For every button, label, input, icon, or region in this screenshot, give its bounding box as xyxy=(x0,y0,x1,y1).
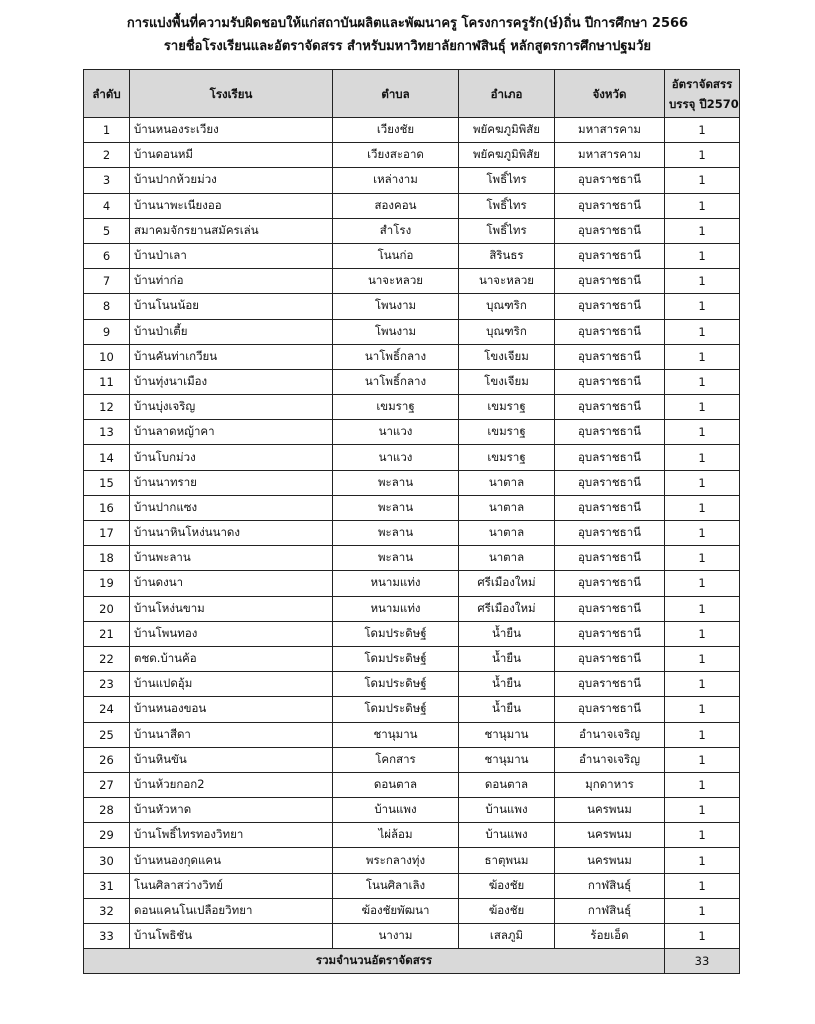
table-row xyxy=(84,495,740,520)
cell-province: อุบลราชธานี xyxy=(555,495,665,520)
table-row xyxy=(84,420,740,445)
cell-subdistrict: พระกลางทุ่ง xyxy=(333,848,459,873)
cell-province: อุบลราชธานี xyxy=(555,168,665,193)
header-subdistrict: ตำบล xyxy=(333,70,459,118)
cell-district: นาจะหลวย xyxy=(459,269,555,294)
cell-school: บ้านโพธิ์ไทรทองวิทยา xyxy=(130,823,333,848)
header-province: จังหวัด xyxy=(555,70,665,118)
cell-subdistrict: ไผ่ล้อม xyxy=(333,823,459,848)
cell-district: นาตาล xyxy=(459,546,555,571)
cell-province: นครพนม xyxy=(555,823,665,848)
cell-district: นาตาล xyxy=(459,470,555,495)
cell-school: บ้านโพธิชัน xyxy=(130,924,333,949)
cell-district: นาตาล xyxy=(459,495,555,520)
total-row xyxy=(84,949,740,974)
cell-quota: 1 xyxy=(665,596,740,621)
cell-school: บ้านห้วยกอก2 xyxy=(130,772,333,797)
cell-province: อุบลราชธานี xyxy=(555,596,665,621)
cell-province: มหาสารคาม xyxy=(555,118,665,143)
cell-province: กาฬสินธุ์ xyxy=(555,898,665,923)
cell-school: สมาคมจักรยานสมัครเล่น xyxy=(130,218,333,243)
cell-school: บ้านดอนหมี xyxy=(130,143,333,168)
cell-district: โพธิ์ไทร xyxy=(459,193,555,218)
cell-school: บ้านดงนา xyxy=(130,571,333,596)
cell-province: อุบลราชธานี xyxy=(555,521,665,546)
table-row xyxy=(84,269,740,294)
cell-province: อุบลราชธานี xyxy=(555,470,665,495)
cell-district: น้ำยืน xyxy=(459,646,555,671)
cell-no: 9 xyxy=(84,319,130,344)
cell-no: 21 xyxy=(84,621,130,646)
table-row xyxy=(84,344,740,369)
cell-school: บ้านนาทราย xyxy=(130,470,333,495)
cell-quota: 1 xyxy=(665,243,740,268)
cell-no: 17 xyxy=(84,521,130,546)
cell-subdistrict: พะลาน xyxy=(333,470,459,495)
cell-province: นครพนม xyxy=(555,798,665,823)
table-row xyxy=(84,873,740,898)
cell-district: โขงเจียม xyxy=(459,369,555,394)
cell-subdistrict: พะลาน xyxy=(333,521,459,546)
cell-quota: 1 xyxy=(665,319,740,344)
cell-no: 19 xyxy=(84,571,130,596)
cell-no: 27 xyxy=(84,772,130,797)
cell-subdistrict: เวียงชัย xyxy=(333,118,459,143)
cell-province: ร้อยเอ็ด xyxy=(555,924,665,949)
cell-quota: 1 xyxy=(665,445,740,470)
table-row xyxy=(84,168,740,193)
cell-subdistrict: นาจะหลวย xyxy=(333,269,459,294)
header-quota-line1: อัตราจัดสรร xyxy=(671,76,733,91)
cell-school: บ้านหัวหาด xyxy=(130,798,333,823)
document-title: การแบ่งพื้นที่ความรับผิดชอบให้แก่สถาบันผลิตและพัฒนาครู โครงการครูรัก(ษ์)ถิ่น ปีการศึกษา 2566 xyxy=(126,16,689,31)
cell-quota: 1 xyxy=(665,672,740,697)
cell-district: น้ำยืน xyxy=(459,672,555,697)
cell-province: อุบลราชธานี xyxy=(555,193,665,218)
table-row xyxy=(84,118,740,143)
table-row xyxy=(84,646,740,671)
cell-subdistrict: โดมประดิษฐ์ xyxy=(333,646,459,671)
cell-province: อุบลราชธานี xyxy=(555,621,665,646)
cell-district: สิรินธร xyxy=(459,243,555,268)
cell-quota: 1 xyxy=(665,193,740,218)
cell-quota: 1 xyxy=(665,546,740,571)
cell-province: อุบลราชธานี xyxy=(555,571,665,596)
cell-subdistrict: โคกสาร xyxy=(333,747,459,772)
cell-no: 1 xyxy=(84,118,130,143)
cell-quota: 1 xyxy=(665,218,740,243)
table-row xyxy=(84,823,740,848)
cell-quota: 1 xyxy=(665,470,740,495)
cell-school: บ้านลาดหญ้าคา xyxy=(130,420,333,445)
cell-no: 8 xyxy=(84,294,130,319)
cell-school: บ้านแปดอุ้ม xyxy=(130,672,333,697)
cell-school: บ้านท่าก่อ xyxy=(130,269,333,294)
cell-quota: 1 xyxy=(665,621,740,646)
cell-no: 11 xyxy=(84,369,130,394)
cell-subdistrict: นาแวง xyxy=(333,420,459,445)
cell-school: บ้านพะลาน xyxy=(130,546,333,571)
cell-district: เขมราฐ xyxy=(459,420,555,445)
cell-subdistrict: เหล่างาม xyxy=(333,168,459,193)
header-quota xyxy=(665,70,740,118)
document-subtitle: รายชื่อโรงเรียนและอัตราจัดสรร สำหรับมหาวิทยาลัยกาฬสินธุ์ หลักสูตรการศึกษาปฐมวัย xyxy=(163,39,652,54)
cell-quota: 1 xyxy=(665,898,740,923)
total-label: รวมจำนวนอัตราจัดสรร xyxy=(84,949,665,974)
cell-no: 20 xyxy=(84,596,130,621)
cell-province: อำนาจเจริญ xyxy=(555,722,665,747)
cell-district: ธาตุพนม xyxy=(459,848,555,873)
cell-school: โนนศิลาสว่างวิทย์ xyxy=(130,873,333,898)
cell-province: มหาสารคาม xyxy=(555,143,665,168)
cell-subdistrict: นาโพธิ์กลาง xyxy=(333,369,459,394)
table-row xyxy=(84,621,740,646)
cell-quota: 1 xyxy=(665,521,740,546)
cell-province: อุบลราชธานี xyxy=(555,369,665,394)
cell-no: 6 xyxy=(84,243,130,268)
cell-district: พยัคฆภูมิพิสัย xyxy=(459,143,555,168)
cell-quota: 1 xyxy=(665,369,740,394)
cell-no: 13 xyxy=(84,420,130,445)
cell-subdistrict: เวียงสะอาด xyxy=(333,143,459,168)
cell-subdistrict: โพนงาม xyxy=(333,294,459,319)
cell-subdistrict: โนนศิลาเลิง xyxy=(333,873,459,898)
cell-school: บ้านหนองระเวียง xyxy=(130,118,333,143)
cell-school: บ้านหินขัน xyxy=(130,747,333,772)
cell-quota: 1 xyxy=(665,571,740,596)
cell-school: บ้านนาพะเนียงออ xyxy=(130,193,333,218)
cell-province: อุบลราชธานี xyxy=(555,546,665,571)
cell-province: อุบลราชธานี xyxy=(555,672,665,697)
table-row xyxy=(84,596,740,621)
cell-subdistrict: พะลาน xyxy=(333,495,459,520)
cell-school: บ้านนาหินโหง่นนาดง xyxy=(130,521,333,546)
cell-no: 10 xyxy=(84,344,130,369)
cell-subdistrict: โพนงาม xyxy=(333,319,459,344)
cell-subdistrict: สองคอน xyxy=(333,193,459,218)
table-row xyxy=(84,722,740,747)
cell-school: บ้านปากห้วยม่วง xyxy=(130,168,333,193)
cell-no: 32 xyxy=(84,898,130,923)
table-row xyxy=(84,470,740,495)
table-row xyxy=(84,798,740,823)
cell-no: 31 xyxy=(84,873,130,898)
cell-quota: 1 xyxy=(665,722,740,747)
cell-province: อุบลราชธานี xyxy=(555,697,665,722)
cell-district: ศรีเมืองใหม่ xyxy=(459,596,555,621)
cell-province: อุบลราชธานี xyxy=(555,420,665,445)
cell-province: อุบลราชธานี xyxy=(555,319,665,344)
cell-no: 7 xyxy=(84,269,130,294)
cell-school: บ้านโบกม่วง xyxy=(130,445,333,470)
cell-province: อุบลราชธานี xyxy=(555,646,665,671)
schools-table xyxy=(83,69,740,974)
cell-no: 18 xyxy=(84,546,130,571)
cell-subdistrict: สำโรง xyxy=(333,218,459,243)
cell-school: บ้านโพนทอง xyxy=(130,621,333,646)
cell-school: บ้านคันท่าเกวียน xyxy=(130,344,333,369)
cell-district: โขงเจียม xyxy=(459,344,555,369)
cell-province: มุกดาหาร xyxy=(555,772,665,797)
cell-district: เขมราฐ xyxy=(459,445,555,470)
cell-quota: 1 xyxy=(665,143,740,168)
cell-district: ชานุมาน xyxy=(459,747,555,772)
cell-school: บ้านทุ่งนาเมือง xyxy=(130,369,333,394)
cell-no: 4 xyxy=(84,193,130,218)
cell-quota: 1 xyxy=(665,697,740,722)
cell-no: 25 xyxy=(84,722,130,747)
cell-subdistrict: หนามแท่ง xyxy=(333,596,459,621)
cell-quota: 1 xyxy=(665,646,740,671)
table-row xyxy=(84,369,740,394)
cell-no: 24 xyxy=(84,697,130,722)
table-row xyxy=(84,848,740,873)
cell-school: บ้านนาสีดา xyxy=(130,722,333,747)
cell-district: น้ำยืน xyxy=(459,621,555,646)
cell-district: ฆ้องชัย xyxy=(459,898,555,923)
cell-quota: 1 xyxy=(665,118,740,143)
table-row xyxy=(84,243,740,268)
cell-subdistrict: เขมราฐ xyxy=(333,395,459,420)
cell-province: กาฬสินธุ์ xyxy=(555,873,665,898)
header-school: โรงเรียน xyxy=(130,70,333,118)
cell-subdistrict: พะลาน xyxy=(333,546,459,571)
table-row xyxy=(84,924,740,949)
cell-no: 12 xyxy=(84,395,130,420)
cell-district: โพธิ์ไทร xyxy=(459,218,555,243)
cell-quota: 1 xyxy=(665,420,740,445)
cell-quota: 1 xyxy=(665,873,740,898)
cell-school: บ้านป่าเตี้ย xyxy=(130,319,333,344)
cell-subdistrict: นาแวง xyxy=(333,445,459,470)
cell-district: โพธิ์ไทร xyxy=(459,168,555,193)
cell-district: เขมราฐ xyxy=(459,395,555,420)
cell-quota: 1 xyxy=(665,772,740,797)
cell-no: 26 xyxy=(84,747,130,772)
cell-province: อุบลราชธานี xyxy=(555,395,665,420)
cell-school: บ้านปากแซง xyxy=(130,495,333,520)
cell-province: อุบลราชธานี xyxy=(555,243,665,268)
cell-quota: 1 xyxy=(665,848,740,873)
cell-no: 30 xyxy=(84,848,130,873)
table-header-row xyxy=(84,70,740,118)
cell-quota: 1 xyxy=(665,344,740,369)
cell-subdistrict: โดมประดิษฐ์ xyxy=(333,672,459,697)
cell-quota: 1 xyxy=(665,798,740,823)
cell-no: 22 xyxy=(84,646,130,671)
cell-district: ดอนตาล xyxy=(459,772,555,797)
cell-quota: 1 xyxy=(665,395,740,420)
cell-subdistrict: โดมประดิษฐ์ xyxy=(333,621,459,646)
cell-subdistrict: ชานุมาน xyxy=(333,722,459,747)
cell-province: อำนาจเจริญ xyxy=(555,747,665,772)
table-row xyxy=(84,143,740,168)
cell-district: บ้านแพง xyxy=(459,823,555,848)
cell-no: 23 xyxy=(84,672,130,697)
table-row xyxy=(84,218,740,243)
table-row xyxy=(84,672,740,697)
cell-quota: 1 xyxy=(665,294,740,319)
total-value: 33 xyxy=(665,949,740,974)
table-row xyxy=(84,697,740,722)
cell-no: 2 xyxy=(84,143,130,168)
cell-no: 5 xyxy=(84,218,130,243)
cell-province: อุบลราชธานี xyxy=(555,344,665,369)
cell-quota: 1 xyxy=(665,823,740,848)
cell-no: 33 xyxy=(84,924,130,949)
cell-district: ฆ้องชัย xyxy=(459,873,555,898)
cell-no: 29 xyxy=(84,823,130,848)
cell-quota: 1 xyxy=(665,168,740,193)
header-no: ลำดับ xyxy=(84,70,130,118)
cell-subdistrict: นาโพธิ์กลาง xyxy=(333,344,459,369)
cell-subdistrict: ดอนตาล xyxy=(333,772,459,797)
cell-subdistrict: หนามแท่ง xyxy=(333,571,459,596)
cell-no: 15 xyxy=(84,470,130,495)
cell-no: 28 xyxy=(84,798,130,823)
header-quota-line2: บรรจุ ปี2570 xyxy=(669,96,739,111)
cell-district: ชานุมาน xyxy=(459,722,555,747)
cell-district: บุณฑริก xyxy=(459,319,555,344)
cell-school: บ้านหนองกุดแคน xyxy=(130,848,333,873)
cell-district: พยัคฆภูมิพิสัย xyxy=(459,118,555,143)
table-row xyxy=(84,747,740,772)
table-row xyxy=(84,772,740,797)
table-row xyxy=(84,395,740,420)
cell-province: อุบลราชธานี xyxy=(555,269,665,294)
table-row xyxy=(84,521,740,546)
table-row xyxy=(84,319,740,344)
cell-school: บ้านป่าเลา xyxy=(130,243,333,268)
cell-school: ตชด.บ้านค้อ xyxy=(130,646,333,671)
cell-district: ศรีเมืองใหม่ xyxy=(459,571,555,596)
cell-no: 3 xyxy=(84,168,130,193)
table-row xyxy=(84,445,740,470)
table-row xyxy=(84,571,740,596)
cell-province: อุบลราชธานี xyxy=(555,294,665,319)
cell-subdistrict: นางาม xyxy=(333,924,459,949)
table-row xyxy=(84,546,740,571)
cell-school: บ้านโนนน้อย xyxy=(130,294,333,319)
table-row xyxy=(84,193,740,218)
cell-province: นครพนม xyxy=(555,848,665,873)
cell-subdistrict: โดมประดิษฐ์ xyxy=(333,697,459,722)
cell-no: 14 xyxy=(84,445,130,470)
cell-province: อุบลราชธานี xyxy=(555,445,665,470)
cell-subdistrict: โนนก่อ xyxy=(333,243,459,268)
cell-school: บ้านบุ่งเจริญ xyxy=(130,395,333,420)
cell-province: อุบลราชธานี xyxy=(555,218,665,243)
cell-school: ดอนแคนโนเปลือยวิทยา xyxy=(130,898,333,923)
table-row xyxy=(84,898,740,923)
cell-district: น้ำยืน xyxy=(459,697,555,722)
cell-district: บ้านแพง xyxy=(459,798,555,823)
header-district: อำเภอ xyxy=(459,70,555,118)
cell-quota: 1 xyxy=(665,924,740,949)
cell-quota: 1 xyxy=(665,747,740,772)
cell-school: บ้านหนองขอน xyxy=(130,697,333,722)
cell-subdistrict: ฆ้องชัยพัฒนา xyxy=(333,898,459,923)
cell-quota: 1 xyxy=(665,495,740,520)
cell-subdistrict: บ้านแพง xyxy=(333,798,459,823)
cell-district: นาตาล xyxy=(459,521,555,546)
cell-no: 16 xyxy=(84,495,130,520)
cell-district: บุณฑริก xyxy=(459,294,555,319)
table-row xyxy=(84,294,740,319)
cell-quota: 1 xyxy=(665,269,740,294)
cell-school: บ้านโหง่นขาม xyxy=(130,596,333,621)
cell-district: เสลภูมิ xyxy=(459,924,555,949)
